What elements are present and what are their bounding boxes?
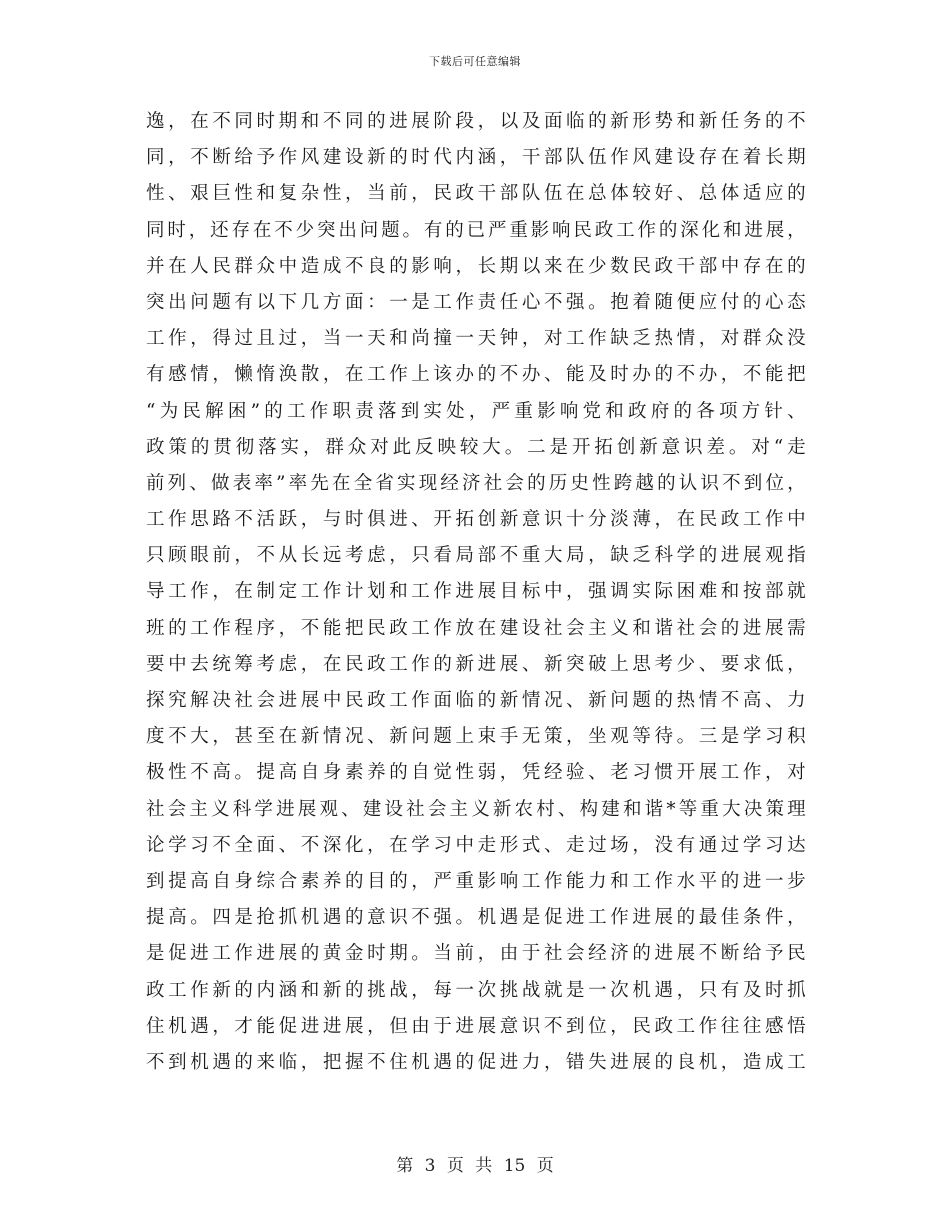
body-line: 并在人民群众中造成不良的影响，长期以来在少数民政干部中存在的 <box>146 255 806 277</box>
body-line: 班的工作程序，不能把民政工作放在建设社会主义和谐社会的进展需 <box>146 617 806 639</box>
document-body <box>146 104 806 1081</box>
body-line: 度不大，甚至在新情况、新问题上束手无策，坐观等待。三是学习积 <box>146 726 806 748</box>
body-line: 同，不断给予作风建设新的时代内涵，干部队伍作风建设存在着长期 <box>146 147 806 169</box>
body-line: 突出问题有以下几方面：一是工作责任心不强。抱着随便应付的心态 <box>146 291 806 313</box>
body-line: 性、艰巨性和复杂性，当前，民政干部队伍在总体较好、总体适应的 <box>146 183 806 205</box>
page-number-footer: 第 3 页 共 15 页 <box>396 1156 554 1176</box>
body-line: 工作，得过且过，当一天和尚撞一天钟，对工作缺乏热情，对群众没 <box>146 328 806 350</box>
body-line: 社会主义科学进展观、建设社会主义新农村、构建和谐*等重大决策理 <box>146 798 806 820</box>
body-line: “为民解困”的工作职责落到实处，严重影响党和政府的各项方针、 <box>146 400 806 422</box>
body-line: 提高。四是抢抓机遇的意识不强。机遇是促进工作进展的最佳条件， <box>146 907 806 929</box>
body-line: 论学习不全面、不深化，在学习中走形式、走过场，没有通过学习达 <box>146 834 806 856</box>
body-line: 要中去统筹考虑，在民政工作的新进展、新突破上思考少、要求低， <box>146 653 806 675</box>
body-line: 探究解决社会进展中民政工作面临的新情况、新问题的热情不高、力 <box>146 690 806 711</box>
body-line: 只顾眼前，不从长远考虑，只看局部不重大局，缺乏科学的进展观指 <box>146 545 806 567</box>
body-line: 极性不高。提高自身素养的自觉性弱，凭经验、老习惯开展工作，对 <box>146 762 806 784</box>
page-header-note: 下载后可任意编辑 <box>429 55 521 68</box>
body-line: 是促进工作进展的黄金时期。当前，由于社会经济的进展不断给予民 <box>146 943 806 965</box>
body-line: 政工作新的内涵和新的挑战，每一次挑战就是一次机遇，只有及时抓 <box>146 979 806 1001</box>
body-line: 前列、做表率”率先在全省实现经济社会的历史性跨越的认识不到位， <box>146 472 806 494</box>
body-line: 政策的贯彻落实，群众对此反映较大。二是开拓创新意识差。对“走 <box>146 436 806 458</box>
body-line: 到提高自身综合素养的目的，严重影响工作能力和工作水平的进一步 <box>146 870 806 892</box>
body-line: 导工作，在制定工作计划和工作进展目标中，强调实际困难和按部就 <box>146 581 806 603</box>
body-line: 工作思路不活跃，与时俱进、开拓创新意识十分淡薄，在民政工作中 <box>146 509 806 531</box>
body-line: 不到机遇的来临，把握不住机遇的促进力，错失进展的良机，造成工 <box>146 1051 806 1073</box>
body-line: 住机遇，才能促进进展，但由于进展意识不到位，民政工作往往感悟 <box>146 1015 806 1037</box>
body-line: 逸，在不同时期和不同的进展阶段，以及面临的新形势和新任务的不 <box>146 111 806 132</box>
body-line: 有感情，懒惰涣散，在工作上该办的不办、能及时办的不办，不能把 <box>146 364 806 386</box>
body-line: 同时，还存在不少突出问题。有的已严重影响民政工作的深化和进展， <box>146 219 806 241</box>
